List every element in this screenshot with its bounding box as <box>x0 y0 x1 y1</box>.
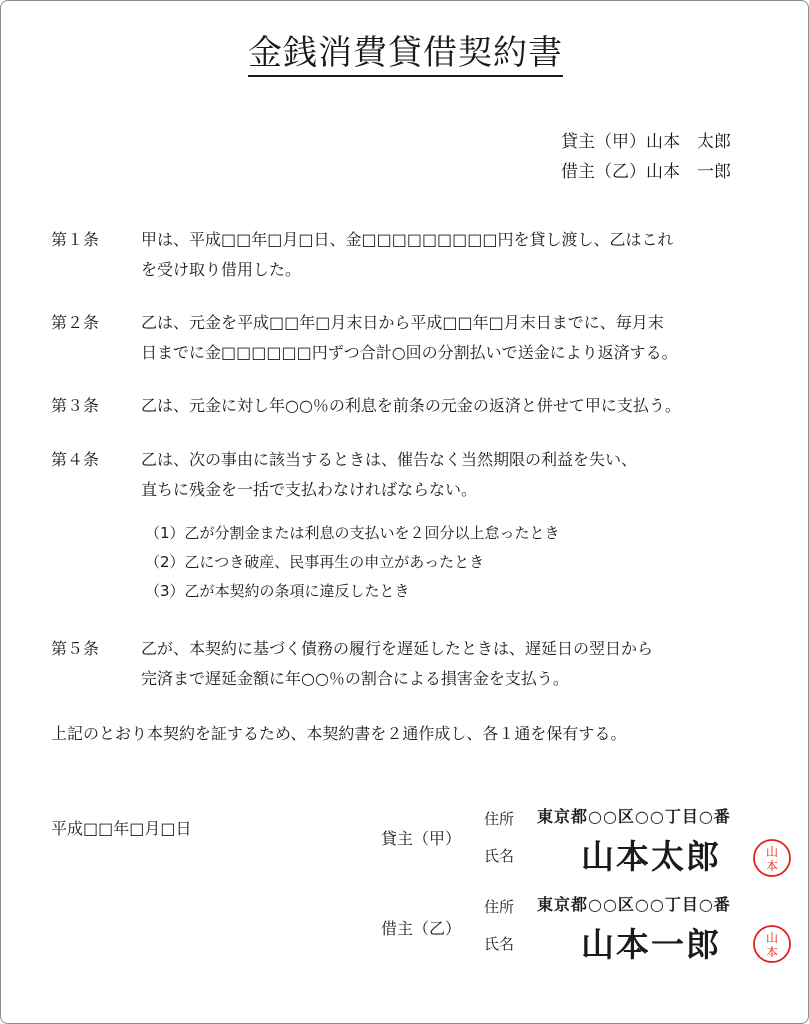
borrower-role-label: 借主（乙） <box>381 919 462 938</box>
lender-address-label: 住所 <box>484 810 515 828</box>
lender-seal-top-char: 山 <box>765 845 779 859</box>
lender-seal-stamp <box>751 837 793 879</box>
article-4-item-2: （2）乙につき破産、民事再生の申立があったとき <box>145 553 485 571</box>
borrower-address: 東京都○○区○○丁目○番 <box>537 895 731 914</box>
article-2-number: 第２条 <box>51 313 100 332</box>
lender-signature: 山本太郎 <box>581 837 721 876</box>
contract-date: 平成□□年□月□日 <box>51 819 192 838</box>
article-2-text: 乙は、元金を平成□□年□月末日から平成□□年□月末日までに、毎月末 日までに金□□□□□□円ずつ合計○回の分割払いで送金により返済する。 <box>141 313 678 362</box>
article-4-item-1: （1）乙が分割金または利息の支払いを２回分以上怠ったとき <box>145 524 560 542</box>
lender-address: 東京都○○区○○丁目○番 <box>537 807 731 826</box>
borrower-address-label: 住所 <box>484 898 515 916</box>
lender-role-label: 貸主（甲） <box>381 829 462 848</box>
article-5-number: 第５条 <box>51 639 100 658</box>
article-3-number: 第３条 <box>51 396 100 415</box>
document-title: 金銭消費貸借契約書 <box>1 29 809 77</box>
closing-statement: 上記のとおり本契約を証するため、本契約書を２通作成し、各１通を保有する。 <box>51 724 627 743</box>
article-4-number: 第４条 <box>51 450 100 469</box>
borrower-seal-top-char: 山 <box>765 931 779 945</box>
lender-party: 貸主（甲）山本 太郎 <box>561 132 731 152</box>
lender-seal-bottom-char: 本 <box>765 859 779 873</box>
borrower-signature: 山本一郎 <box>581 925 721 964</box>
borrower-seal-stamp <box>751 923 793 965</box>
article-3-text: 乙は、元金に対し年○○％の利息を前条の元金の返済と併せて甲に支払う。 <box>141 396 681 415</box>
article-4-text: 乙は、次の事由に該当するときは、催告なく当然期限の利益を失い、 直ちに残金を一括で支払わなければならない。 <box>141 450 638 499</box>
lender-name-label: 氏名 <box>484 847 515 865</box>
article-5-text: 乙が、本契約に基づく債務の履行を遅延したときは、遅延日の翌日から 完済まで遅延金額に年○○％の割合による損害金を支払う。 <box>141 639 654 688</box>
article-4-item-3: （3）乙が本契約の条項に違反したとき <box>145 582 410 600</box>
article-1-text: 甲は、平成□□年□月□日、金□□□□□□□□□円を貸し渡し、乙はこれ を受け取り借用した。 <box>141 230 674 279</box>
borrower-party: 借主（乙）山本 一郎 <box>561 162 731 182</box>
article-1-number: 第１条 <box>51 230 100 249</box>
borrower-name-label: 氏名 <box>484 935 515 953</box>
borrower-seal-bottom-char: 本 <box>765 945 779 959</box>
